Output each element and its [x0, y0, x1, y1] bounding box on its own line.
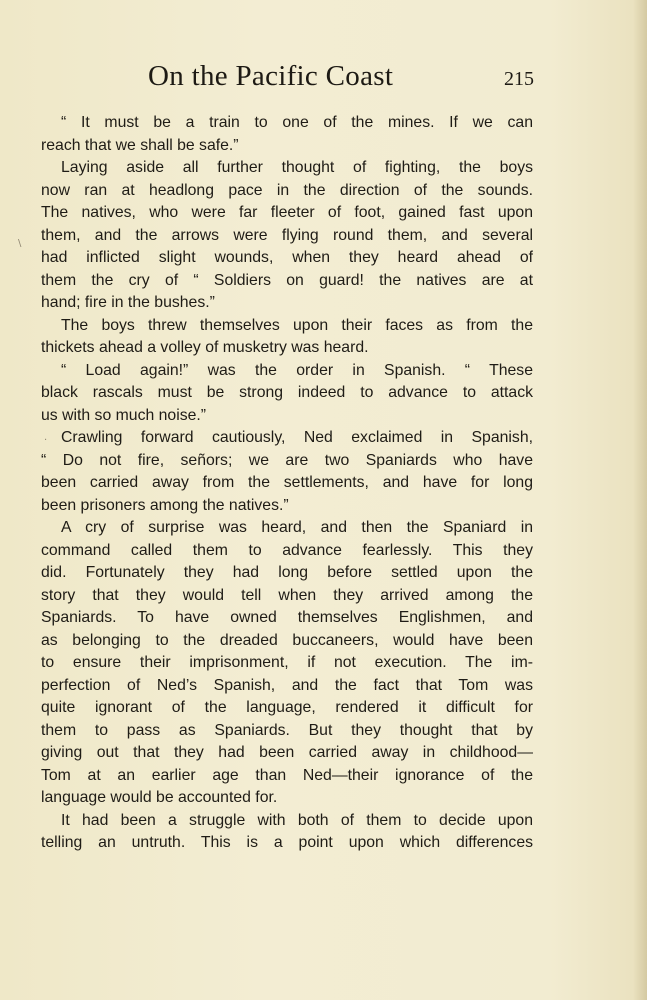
text-line: been carried away from the settlements, and have for long — [41, 474, 533, 491]
text-line: perfection of Ned’s Spanish, and the fact that Tom was — [41, 676, 533, 694]
text-line: It had been a struggle with both of them to decide upon — [61, 811, 533, 829]
text-line: been prisoners among the natives.” — [41, 496, 289, 514]
text-line: The natives, who were far fleeter of foot, gained fast upon — [41, 204, 533, 221]
text-line: “ Do not fire, señors; we are two Spaniards who have — [41, 451, 533, 469]
running-title: On the Pacific Coast — [148, 60, 394, 92]
text-line: story that they would tell when they arrived among the — [41, 586, 533, 604]
text-line: telling an untruth. This is a point upon which differences — [41, 834, 533, 851]
page-header — [40, 58, 534, 98]
margin-speck: \ — [18, 238, 22, 249]
text-line: quite ignorant of the language, rendered it difficult for — [41, 699, 533, 716]
text-line: Tom at an earlier age than Ned—their ignorance of the — [41, 766, 533, 784]
margin-speck: . — [44, 432, 48, 443]
text-line: Laying aside all further thought of fighting, the boys — [61, 159, 533, 176]
page-number: 215 — [504, 68, 534, 90]
text-line: hand; fire in the bushes.” — [41, 294, 215, 311]
text-line: “ It must be a train to one of the mines. If we can — [61, 114, 533, 131]
body-text — [41, 112, 533, 855]
text-line: Crawling forward cautiously, Ned exclaimed in Spanish, — [61, 429, 533, 446]
text-line: Spaniards. To have owned themselves Englishmen, and — [41, 609, 533, 626]
text-line: had inflicted slight wounds, when they heard ahead of — [41, 249, 533, 266]
text-line: black rascals must be strong indeed to advance to attack — [41, 384, 533, 401]
text-line: thickets ahead a volley of musketry was heard. — [41, 339, 369, 356]
text-line: A cry of surprise was heard, and then the Spaniard in — [61, 519, 533, 536]
text-line: them, and the arrows were flying round them, and several — [41, 226, 533, 244]
text-line: them the cry of “ Soldiers on guard! the natives are at — [41, 271, 533, 289]
text-line: did. Fortunately they had long before settled upon the — [41, 564, 533, 581]
text-line: to ensure their imprisonment, if not execution. The im- — [41, 654, 533, 671]
text-line: them to pass as Spaniards. But they thought that by — [41, 721, 533, 739]
text-line: us with so much noise.” — [41, 406, 207, 424]
text-line: “ Load again!” was the order in Spanish. “ These — [61, 361, 533, 379]
text-line: reach that we shall be safe.” — [41, 136, 239, 154]
page-edge-shadow — [633, 0, 647, 1000]
text-line: The boys threw themselves upon their faces as from the — [61, 316, 533, 334]
text-line: now ran at headlong pace in the direction of the sounds. — [41, 181, 533, 199]
text-line: language would be accounted for. — [41, 789, 278, 806]
text-line: command called them to advance fearlessly. This they — [41, 541, 533, 559]
text-line: as belonging to the dreaded buccaneers, would have been — [41, 631, 533, 649]
text-line: giving out that they had been carried away in childhood— — [41, 744, 533, 761]
